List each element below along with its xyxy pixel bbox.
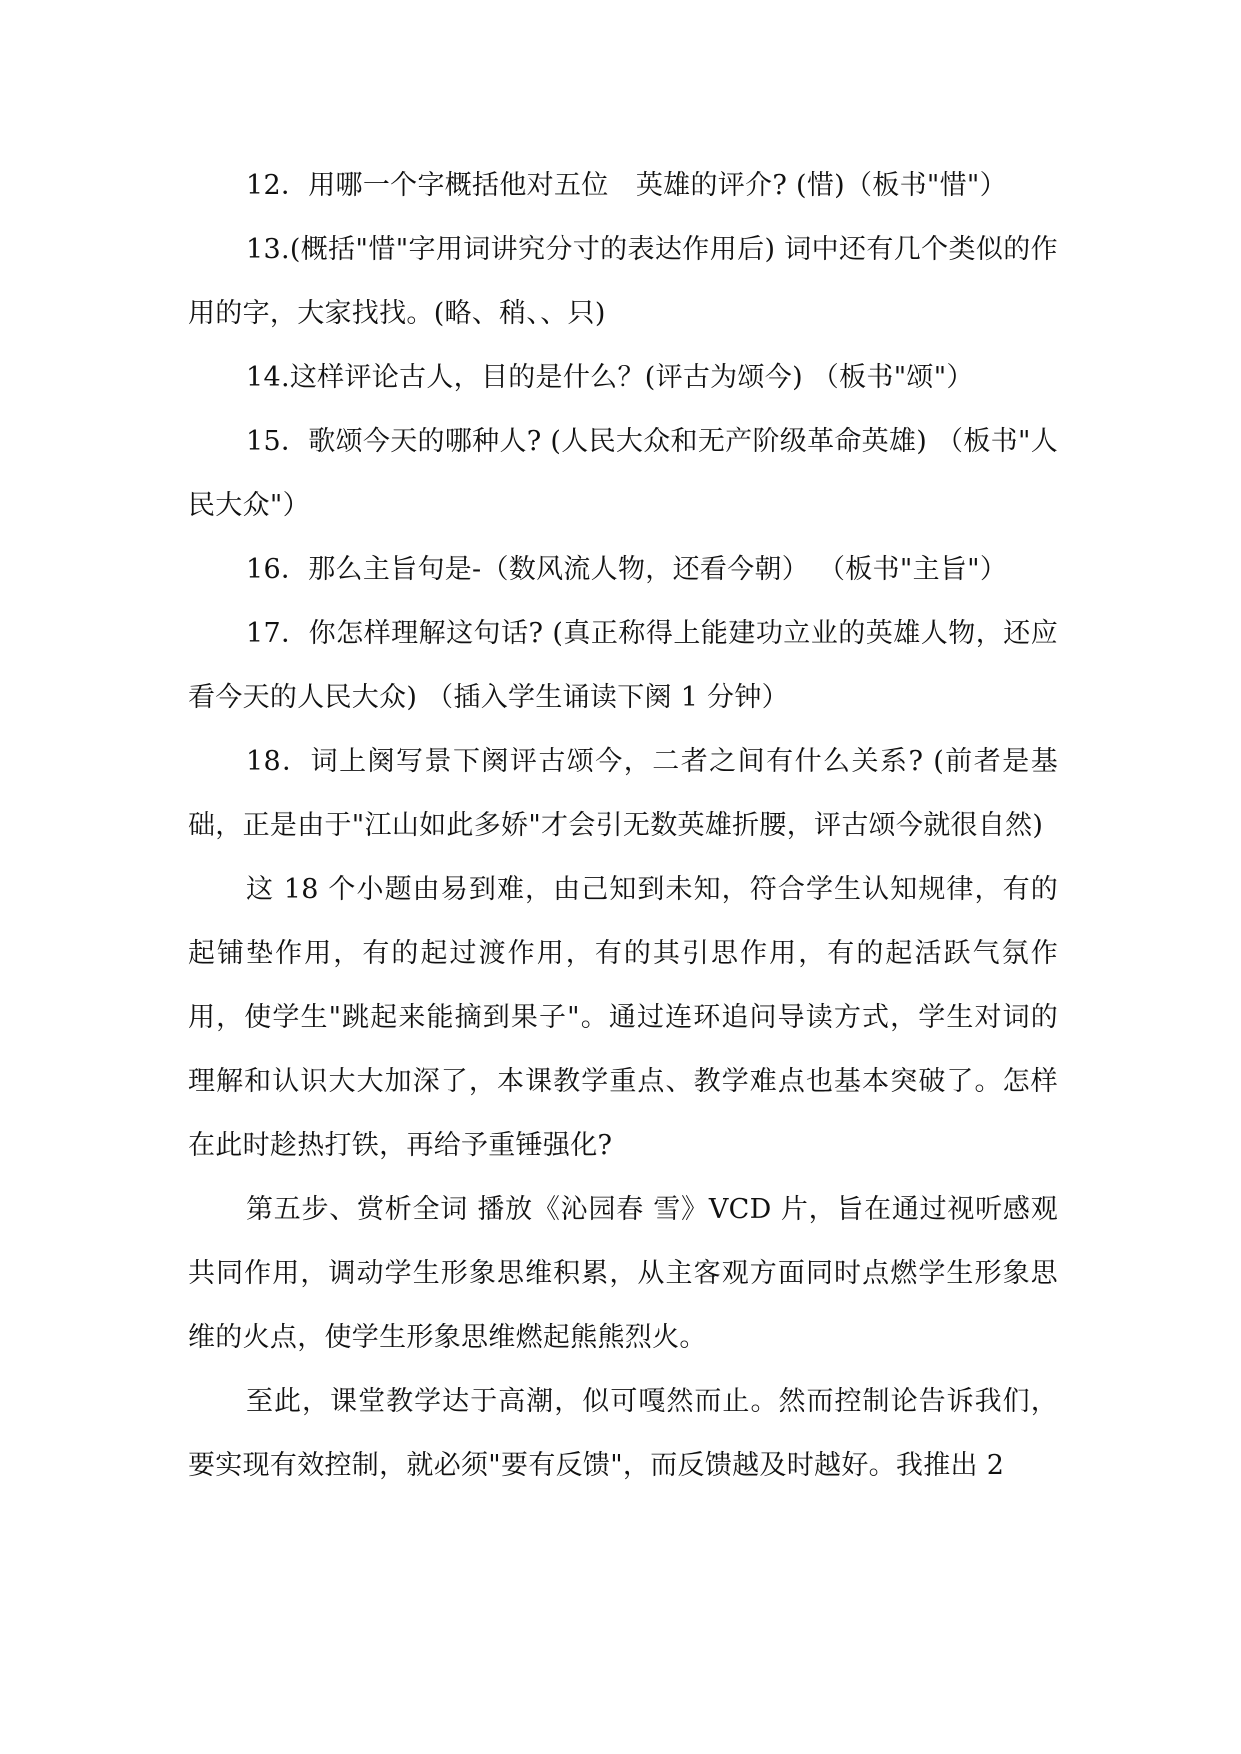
paragraph-q13: 13.(概括"惜"字用词讲究分寸的表达作用后) 词中还有几个类似的作用的字，大家找找。(略、稍、、只) — [188, 234, 1058, 329]
paragraph-q14: 14.这样评论古人，目的是什么？(评古为颂今) （板书"颂"） — [246, 362, 974, 393]
paragraph-climax: 至此，课堂教学达于高潮，似可嘎然而止。然而控制论告诉我们，要实现有效控制，就必须"要有反馈"，而反馈越及时越好。我推出 2 — [188, 1386, 1058, 1481]
paragraph-q12: 12．用哪一个字概括他对五位 英雄的评介? (惜)（板书"惜"） — [246, 170, 1007, 201]
document-body — [188, 154, 1058, 1498]
paragraph-q16: 16．那么主旨句是-（数风流人物，还看今朝） （板书"主旨"） — [246, 554, 1008, 585]
paragraph-q18: 18．词上阕写景下阕评古颂今，二者之间有什么关系? (前者是基础，正是由于"江山如此多娇"才会引无数英雄折腰，评古颂今就很自然) — [188, 746, 1058, 841]
paragraph-q15: 15．歌颂今天的哪种人? (人民大众和无产阶级革命英雄) （板书"人民大众"） — [188, 426, 1058, 521]
paragraph-step-five: 第五步、赏析全词 播放《沁园春 雪》VCD 片，旨在通过视听感观共同作用，调动学生形象思维积累，从主客观方面同时点燃学生形象思维的火点，使学生形象思维燃起熊熊烈火。 — [188, 1194, 1058, 1353]
paragraph-q17: 17．你怎样理解这句话? (真正称得上能建功立业的英雄人物，还应看今天的人民大众) （插入学生诵读下阕 1 分钟） — [188, 618, 1058, 713]
paragraph-summary: 这 18 个小题由易到难，由己知到未知，符合学生认知规律，有的起铺垫作用，有的起过渡作用，有的其引思作用，有的起活跃气氛作用，使学生"跳起来能摘到果子"。通过连环追问导读方式，学生对词的理解和认识大大加深了，本课教学重点、教学难点也基本突破了。怎样在此时趁热打铁，再给予重锤强化? — [188, 874, 1058, 1161]
